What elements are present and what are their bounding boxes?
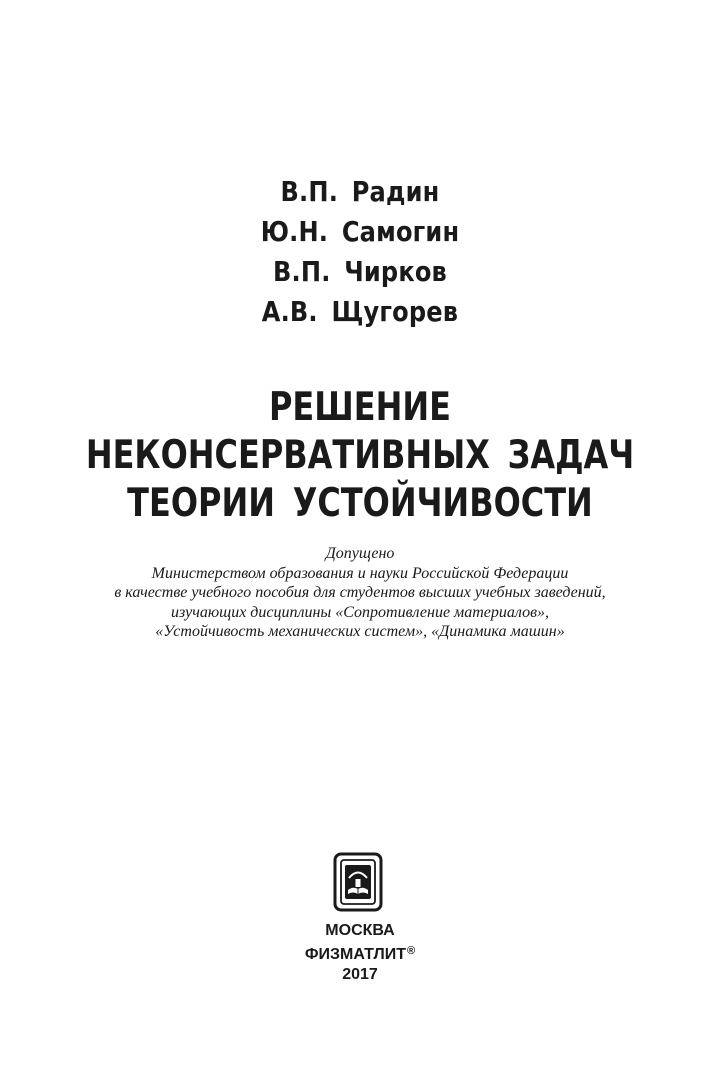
publisher-block bbox=[0, 921, 720, 985]
publisher-city: МОСКВА bbox=[325, 922, 395, 939]
book-title-line: ТЕОРИИ УСТОЙЧИВОСТИ bbox=[127, 481, 593, 526]
author-name: В.П. Радин bbox=[280, 175, 440, 208]
approval-line: в качестве учебного пособия для студентов высших учебных заведений, bbox=[114, 584, 606, 601]
approval-statement bbox=[0, 544, 720, 642]
registered-mark: ® bbox=[407, 945, 416, 957]
approval-line: изучающих дисциплины «Сопротивление материалов», bbox=[170, 603, 550, 621]
publisher-logo bbox=[333, 852, 383, 912]
publisher-name-line bbox=[0, 941, 720, 965]
author-name: Ю.Н. Самогин bbox=[260, 215, 460, 248]
book-title bbox=[65, 384, 655, 528]
open-book-emblem-icon bbox=[333, 852, 383, 912]
author-name: А.В. Щугорев bbox=[261, 295, 459, 328]
approval-line: «Устойчивость механических систем», «Динамика машин» bbox=[155, 623, 565, 640]
approval-line: Допущено bbox=[325, 545, 395, 562]
book-title-line: НЕКОНСЕРВАТИВНЫХ ЗАДАЧ bbox=[85, 433, 635, 478]
publication-year: 2017 bbox=[342, 966, 378, 983]
publisher-name: ФИЗМАТЛИТ bbox=[304, 946, 407, 963]
approval-line: Министерством образования и науки Российской Федерации bbox=[151, 564, 569, 582]
book-title-line: РЕШЕНИЕ bbox=[268, 385, 452, 430]
author-name: В.П. Чирков bbox=[273, 255, 447, 288]
authors-block bbox=[50, 172, 669, 332]
